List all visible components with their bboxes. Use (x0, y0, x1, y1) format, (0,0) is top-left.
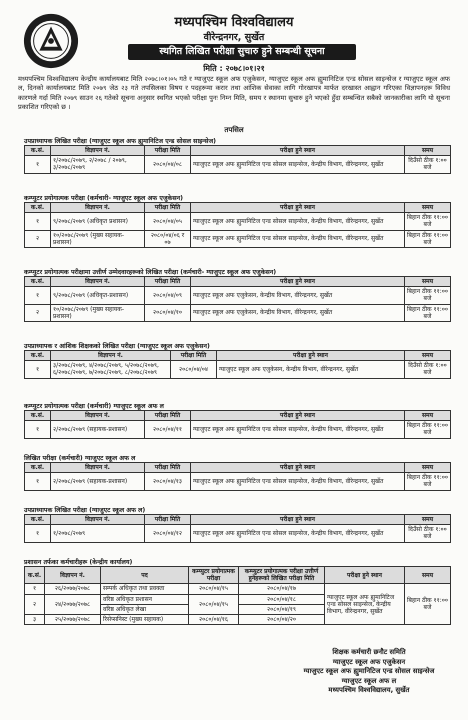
col-time: समय (405, 277, 451, 287)
cell-computer-date: २०८०/०४/१६ (189, 615, 239, 625)
col-time: समय (405, 203, 451, 213)
cell-venue: ग्याजुएट स्कूल अफ एजुकेसन, केन्द्रीय विभाग, वीरेन्द्रनगर, सुर्खेत (191, 287, 405, 304)
col-venue: परीक्षा हुने स्थान (191, 203, 405, 213)
cell-sn: ३ (25, 615, 45, 625)
section-title: प्रशासन तर्फका कर्मचारीहरू (केन्द्रीय कार्यालय) (24, 559, 133, 566)
col-venue: परीक्षा हुने स्थान (191, 463, 405, 473)
cell-ad: १/२०७८/२०७९ (51, 525, 145, 542)
cell-time: बिहान ठीक ११:०० बजे (405, 287, 451, 304)
col-sn: क.सं. (25, 203, 51, 213)
col-sn: क.सं. (25, 567, 45, 584)
cell-ad: ९/२०७८/२०७९ (अधिकृत-प्रशासन) (51, 287, 145, 304)
col-date: परीक्षा मिति (171, 351, 217, 361)
signature-line: ग्याजुएट स्कूल अफ ल (341, 676, 397, 685)
cell-ad: २/२०७८/२०७९ (सहायक-प्रशासन) (51, 473, 145, 490)
cell-ad: २/२०७८/२०७९ (सहायक-प्रशासन) (51, 421, 145, 438)
cell-date: २०८०/०४/०४ (171, 361, 217, 378)
col-post: पद (101, 567, 189, 584)
cell-venue: ग्याजुएट स्कूल अफ ह्युमानिटिज एन्ड सोसल साइन्सेज, केन्द्रीय विभाग, वीरेन्द्रनगर, सुर्खेत (191, 525, 405, 542)
cell-ad: १०/२०७८/२०७९ (मुख्य सहायक- प्रशासन) (51, 304, 145, 321)
cell-ad: २६/२०७७/२०७८ (45, 584, 101, 594)
table-row (25, 213, 451, 230)
col-venue: परीक्षा हुने स्थान (191, 146, 405, 156)
cell-post: रिसेप्सनिस्ट (मुख्य सहायक) (101, 615, 189, 625)
col-venue: परीक्षा हुने स्थान (217, 351, 405, 361)
details-heading: तपसिल (224, 126, 244, 134)
university-name: मध्यपश्चिम विश्वविद्यालय (174, 15, 294, 30)
col-venue: परीक्षा हुने स्थान (191, 515, 405, 525)
cell-sn: १ (25, 421, 51, 438)
cell-venue: ग्याजुएट स्कूल अफ एजुकेसन, केन्द्रीय विभाग, वीरेन्द्रनगर, सुर्खेत (217, 361, 405, 378)
section-title: कम्प्युटर प्रयोगात्मक परीक्षा (कर्मचारी) ग्याजुएट स्कूल अफ ल (24, 403, 164, 410)
table-row (25, 421, 451, 438)
col-sn: क.सं. (25, 463, 51, 473)
notice-date: मिति : २०७८।०१।२१ (203, 64, 265, 73)
cell-date: २०८०/०४/०५ (145, 213, 191, 230)
col-time: समय (405, 146, 451, 156)
cell-post: सम्पर्क अधिकृत तथा प्रवक्ता (101, 584, 189, 594)
col-ad: विज्ञापन नं. (51, 515, 145, 525)
cell-computer-date: २०८०/०४/१५ (189, 594, 239, 614)
col-time: समय (405, 567, 451, 584)
table-row (25, 156, 451, 173)
exam-table (24, 350, 451, 379)
col-ad: विज्ञापन नं. (51, 411, 145, 421)
cell-ad: १०/२०७८/२०७९ (मुख्य सहायक-प्रशासन) (51, 230, 145, 247)
cell-time: दिउँसो ठीक १:०० बजे (405, 156, 451, 173)
cell-time: दिउँसो ठीक १:०० बजे (405, 525, 451, 542)
signature-line: ग्याजुएट स्कूल अफ एजुकेसन (332, 657, 406, 666)
cell-sn: २ (25, 304, 51, 321)
cell-venue: ग्याजुएट स्कूल अफ ह्युमानिटिज एन्ड सोसल साइन्सेज, केन्द्रीय विभाग, वीरेन्द्रनगर, सुर्खेत (325, 584, 405, 625)
col-time: समय (405, 351, 451, 361)
cell-sn: १ (25, 361, 51, 378)
col-written-date: कम्प्युटर प्रयोगात्मक परीक्षा उत्तीर्ण हुनेहरूको लिखित परीक्षा मिति (239, 567, 325, 584)
cell-time: बिहान ठीक ११:०० बजे (405, 213, 451, 230)
col-time: समय (405, 463, 451, 473)
cell-post: वरिष्ठ अधिकृत प्रशासन (101, 594, 189, 604)
cell-sn: १ (25, 584, 45, 594)
cell-written-date: २०८०/०४/१८ (239, 594, 325, 604)
cell-sn: २ (25, 594, 45, 614)
exam-table (24, 202, 451, 248)
cell-date: २०८०/०४/११ (145, 421, 191, 438)
university-address: वीरेन्द्रनगर, सुर्खेत (203, 32, 265, 43)
col-time: समय (405, 515, 451, 525)
table-row (25, 473, 451, 490)
col-venue: परीक्षा हुने स्थान (191, 277, 405, 287)
col-venue: परीक्षा हुने स्थान (191, 411, 405, 421)
cell-ad: ३/२०७८/२०७९, ४/२०७८/२०७९, ५/२०७८/२०७९, ६/२०७८/२०७९, ७/२०७८/२०७९, ८/२०७८/२०७९ (51, 361, 171, 378)
section-title: उपप्राध्यापक र आंशिक शिक्षकको लिखित परीक्षा (ग्याजुएट स्कूल अफ एजुकेसन) (24, 343, 210, 350)
cell-date: २०८०/०४/१० (145, 304, 191, 321)
cell-time: दिउँसो ठीक १:०० बजे (405, 361, 451, 378)
cell-venue: ग्याजुएट स्कूल अफ ह्युमानिटिज एन्ड सोसल साइन्सेज, केन्द्रीय विभाग, वीरेन्द्रनगर, सुर्खेत (191, 473, 405, 490)
col-sn: क.सं. (25, 411, 51, 421)
signature-block (286, 648, 452, 696)
cell-venue: ग्याजुएट स्कूल अफ ह्युमानिटिज एन्ड सोसल साइन्सेज, केन्द्रीय विभाग, वीरेन्द्रनगर, सुर्खेत (191, 156, 405, 173)
table-row (25, 304, 451, 321)
col-sn: क.सं. (25, 351, 51, 361)
section-title: लिखित परीक्षा (कर्मचारी) ग्याजुएट स्कूल अफ ल (24, 455, 136, 462)
cell-written-date: २०८०/०४/२० (239, 615, 325, 625)
cell-venue: ग्याजुएट स्कूल अफ ह्युमानिटिज एन्ड सोसल साइन्सेज, केन्द्रीय विभाग, वीरेन्द्रनगर, सुर्खेत (191, 421, 405, 438)
signature-line: शिक्षक कर्मचारी छनौट समिति (332, 648, 406, 656)
table-row (25, 361, 451, 378)
cell-ad: २४/२०७७/२०७८ (45, 594, 101, 614)
col-ad: विज्ञापन नं. (51, 463, 145, 473)
cell-sn: १ (25, 287, 51, 304)
col-ad: विज्ञापन नं. (51, 351, 171, 361)
section-title: उपप्राध्यापक लिखित परीक्षा (ग्याजुएट स्कूल अफ ह्युमानिटिज एन्ड सोसल साइन्सेज) (24, 138, 217, 145)
cell-time: बिहान ठीक ११:०० बजे (405, 304, 451, 321)
cell-sn: २ (25, 230, 51, 247)
col-venue: परीक्षा हुने स्थान (325, 567, 405, 584)
exam-table (24, 145, 451, 174)
central-exam-table (24, 566, 451, 625)
cell-time: बिहान ठीक ११:०० बजे (405, 584, 451, 625)
cell-written-date: २०८०/०४/१९ (239, 604, 325, 614)
table-row (25, 525, 451, 542)
cell-date: २०८०/०४/१२ (145, 525, 191, 542)
col-computer-date: कम्प्युटर प्रयोगात्मक परीक्षा (189, 567, 239, 584)
intro-paragraph: मध्यपश्चिम विश्वविद्यालय केन्द्रीय कार्यालयबाट मिति २०७८।०१।०५ गते र ग्याजुएट स्कूल अफ एजुकेसन, ग्याजुएट स्कूल अफ ह्युमानिटिज एन्ड सोसल साइन्सेज र ग्याजुएट स्कूल अफ ल, दिनको कार्यालयबाट मिति २०७९ जेठ २३ गते तपसिलका विषय र पदहरूमा करार तथा आंशिक सेवाका लागि गोरखापत्र मार्फत दरखास्त आह्वान गरिएका विज्ञापनहरू विविध कारणले गर्दा मिति २०७९ साउन २६ गतेको सूचना अनुसार स्थगित भएको परीक्षा पुनः निम्न मिति, समय र स्थानमा सुचारु हुने भएको हुँदा सम्बन्धित सबैको जानकारीका लागि यो सूचना प्रकाशित गरिएको छ । (18, 75, 450, 112)
notice-title: स्थगित लिखित परीक्षा सुचारु हुने सम्बन्धी सूचना (128, 44, 356, 60)
col-date: परीक्षा मिति (145, 203, 191, 213)
col-sn: क.सं. (25, 277, 51, 287)
cell-venue: ग्याजुएट स्कूल अफ ह्युमानिटिज एन्ड सोसल साइन्सेज, केन्द्रीय विभाग, वीरेन्द्रनगर, सुर्खेत (191, 230, 405, 247)
cell-venue: ग्याजुएट स्कूल अफ एजुकेसन, केन्द्रीय विभाग, वीरेन्द्रनगर, सुर्खेत (191, 304, 405, 321)
cell-ad: २५/२०७७/२०७८ (45, 615, 101, 625)
cell-sn: १ (25, 473, 51, 490)
table-row (25, 230, 451, 247)
signature-line: मध्यपश्चिम विश्वविद्यालय, सुर्खेत (328, 686, 410, 694)
exam-table (24, 410, 451, 439)
col-ad: विज्ञापन नं. (51, 277, 145, 287)
cell-written-date: २०८०/०४/१७ (239, 584, 325, 594)
table-row (25, 584, 451, 594)
col-ad: विज्ञापन नं. (45, 567, 101, 584)
cell-date: २०८०/०४/१३ (145, 473, 191, 490)
col-date: परीक्षा मिति (145, 463, 191, 473)
cell-sn: १ (25, 213, 51, 230)
cell-post: वरिष्ठ अधिकृत लेखा (101, 604, 189, 614)
cell-time: बिहान ठीक ११:०० बजे (405, 421, 451, 438)
exam-table (24, 276, 451, 322)
col-date: परीक्षा मिति (145, 411, 191, 421)
cell-time: बिहान ठीक ११:०० बजे (405, 230, 451, 247)
cell-ad: १/२०७८/२०७९, २/२०७८ / २०७९, ३/२०७८/२०७९ (51, 156, 145, 173)
section-title: कम्प्युटर प्रयोगात्मक परीक्षा (कर्मचारी- ग्याजुएट स्कूल अफ एजुकेसन) (24, 195, 183, 202)
cell-time: बिहान ठीक ११:०० बजे (405, 473, 451, 490)
col-date: परीक्षा मिति (145, 146, 191, 156)
section-title: उपप्राध्यापक लिखित परीक्षा (ग्याजुएट स्कूल अफ ल) (24, 507, 146, 514)
cell-sn: १ (25, 156, 51, 173)
table-row (25, 287, 451, 304)
cell-ad: ९/२०७८/२०७९ (अधिकृत प्रशासन) (51, 213, 145, 230)
col-time: समय (405, 411, 451, 421)
col-sn: क.सं. (25, 515, 51, 525)
cell-computer-date: २०८०/०४/१५ (189, 584, 239, 594)
col-sn: क.सं. (25, 146, 51, 156)
exam-table (24, 514, 451, 543)
cell-date: २०८०/०४/०६ र ०७ (145, 230, 191, 247)
cell-sn: १ (25, 525, 51, 542)
col-ad: विज्ञापन नं. (51, 146, 145, 156)
exam-table (24, 462, 451, 491)
col-date: परीक्षा मिति (145, 515, 191, 525)
cell-venue: ग्याजुएट स्कूल अफ ह्युमानिटिज एन्ड सोसल साइन्सेज, केन्द्रीय विभाग, वीरेन्द्रनगर, सुर्खेत (191, 213, 405, 230)
section-title: कम्प्युटर प्रयोगात्मक परीक्षामा उत्तीर्ण उम्मेदवारहरूको लिखित परीक्षा (कर्मचारी- ग्याजुएट स्कूल अफ एजुकेसन) (24, 269, 277, 276)
signature-line: ग्याजुएट स्कूल अफ ह्युमानिटिज एन्ड सोसल साइन्सेज (303, 667, 435, 675)
cell-date: २०८०/०४/०९ (145, 287, 191, 304)
col-ad: विज्ञापन नं. (51, 203, 145, 213)
col-date: परीक्षा मिति (145, 277, 191, 287)
cell-date: २०८०/०४/०८ (145, 156, 191, 173)
